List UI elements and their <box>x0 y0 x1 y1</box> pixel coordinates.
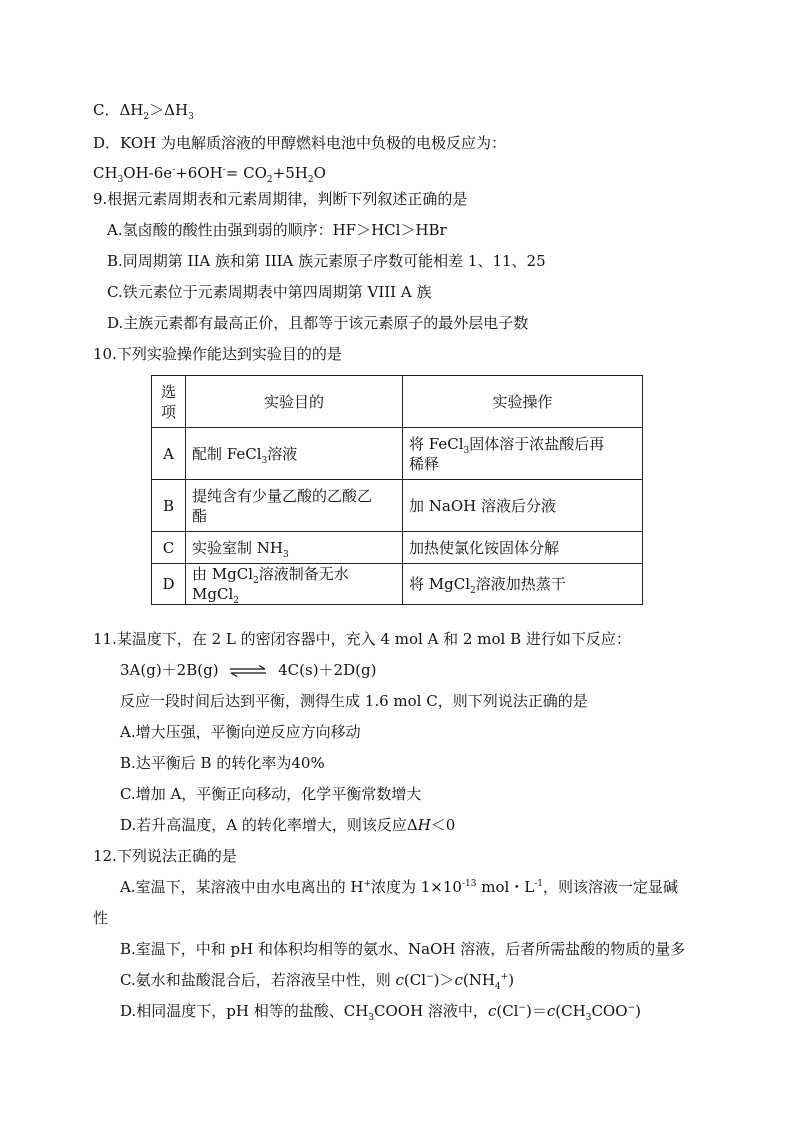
q11-option-a: A.增大压强，平衡向逆反应方向移动 <box>120 723 361 741</box>
row-aim: 提纯含有少量乙酸的乙酸乙 酯 <box>186 480 403 532</box>
q8-option-d: D．KOH 为电解质溶液的甲醇燃料电池中负极的电极反应为： <box>93 134 506 152</box>
row-operation: 加 NaOH 溶液后分液 <box>403 480 643 532</box>
equilibrium-arrow-icon <box>229 665 267 677</box>
q9-option-c: C.铁元素位于元素周期表中第四周期第 VIII A 族 <box>107 283 432 301</box>
q12-option-b: B.室温下，中和 pH 和体积均相等的氨水、NaOH 溶液，后者所需盐酸的物质的量多 <box>120 940 686 958</box>
q8-option-c: C．$\Delta H_2>\Delta H_3$ <box>93 101 194 122</box>
q8-equation: $CH_3OH-6e^-+6OH^-= CO_2+5H_2O$ <box>93 164 326 185</box>
row-option: A <box>152 428 186 480</box>
q11-option-d: D.若升高温度，A 的转化率增大，则该反应ΔH＜0 <box>120 816 456 834</box>
row-aim: 实验室制 $NH_3$ <box>186 532 403 564</box>
row-operation: 将 MgCl$_2$溶液加热蒸干 <box>403 564 643 605</box>
table-row <box>152 532 643 564</box>
q12-option-a-cont: 性 <box>93 909 109 927</box>
q11-equation: 3A(g)＋2B(g) 4C(s)＋2D(g) <box>120 661 377 679</box>
q9-option-b: B.同周期第 IIA 族和第 IIIA 族元素原子序数可能相差 1、11、25 <box>107 252 546 270</box>
q12-stem: 12.下列说法正确的是 <box>93 847 237 865</box>
q11-stem: 11.某温度下，在 2 L 的密闭容器中，充入 4 mol A 和 2 mol B 进行如下反应： <box>93 630 631 648</box>
table-row <box>152 428 643 480</box>
q11-option-b: B.达平衡后 B 的转化率为40% <box>120 754 325 772</box>
table-header-row <box>152 376 643 428</box>
q11-line2: 反应一段时间后达到平衡，测得生成 1.6 mol C，则下列说法正确的是 <box>120 692 588 710</box>
row-option: D <box>152 564 186 605</box>
q10-table <box>151 375 643 605</box>
row-aim: 配制 FeCl$_3$溶液 <box>186 428 403 480</box>
q12-option-a: A.室温下，某溶液中由水电离出的 H+浓度为 $1\times 10^{-13}$ mol・$L^{-1}$，则该溶液一定显碱 <box>120 878 679 896</box>
row-aim: 由 MgCl$_2$溶液制备无水 MgCl$_2$ <box>186 564 403 605</box>
row-operation: 加热使氯化铵固体分解 <box>403 532 643 564</box>
q12-option-d: D.相同温度下，pH 相等的盐酸、$CH_3COOH$ 溶液中，$c(Cl^-)=c(CH_3COO^-)$ <box>120 1002 641 1023</box>
table-row <box>152 564 643 605</box>
q10-stem: 10.下列实验操作能达到实验目的的是 <box>93 345 342 363</box>
header-aim: 实验目的 <box>186 376 403 428</box>
header-option: 选 项 <box>152 376 186 428</box>
q9-option-d: D.主族元素都有最高正价，且都等于该元素原子的最外层电子数 <box>107 314 529 332</box>
table-row <box>152 480 643 532</box>
row-option: B <box>152 480 186 532</box>
q12-option-c: C.氨水和盐酸混合后，若溶液呈中性，则 $c(Cl^-)>c(NH_4^+)$ <box>120 971 515 992</box>
q9-stem: 9.根据元素周期表和元素周期律，判断下列叙述正确的是 <box>93 190 468 208</box>
row-operation: 将 FeCl$_3$固体溶于浓盐酸后再 稀释 <box>403 428 643 480</box>
q11-option-c: C.增加 A，平衡正向移动，化学平衡常数增大 <box>120 785 422 803</box>
header-operation: 实验操作 <box>403 376 643 428</box>
row-option: C <box>152 532 186 564</box>
q9-option-a: A.氢卤酸的酸性由强到弱的顺序：HF＞HCl＞HBr <box>107 221 447 239</box>
